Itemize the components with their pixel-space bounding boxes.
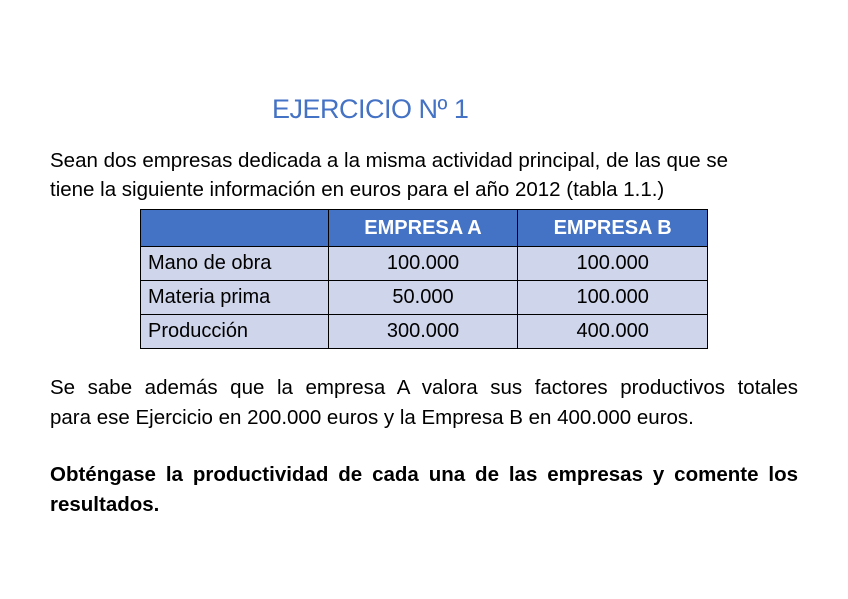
cell-empresa-b: 100.000	[518, 247, 708, 281]
row-label: Materia prima	[141, 281, 329, 315]
cell-empresa-a: 50.000	[328, 281, 518, 315]
table-row	[141, 315, 708, 349]
info-line-1: Se sabe además que la empresa A valora sus factores productivos totales	[50, 376, 798, 399]
header-empty-cell	[141, 210, 329, 247]
task-line-2: resultados.	[50, 493, 160, 516]
cell-empresa-a: 300.000	[328, 315, 518, 349]
info-line-2: para ese Ejercicio en 200.000 euros y la Empresa B en 400.000 euros.	[50, 406, 694, 429]
cell-empresa-b: 400.000	[518, 315, 708, 349]
data-table	[140, 209, 708, 349]
exercise-title: EJERCICIO Nº 1	[272, 94, 469, 124]
task-statement	[50, 460, 798, 520]
table-header-row	[141, 210, 708, 247]
intro-text	[50, 146, 800, 204]
cell-empresa-b: 100.000	[518, 281, 708, 315]
row-label: Mano de obra	[141, 247, 329, 281]
table-row	[141, 281, 708, 315]
intro-line-1: Sean dos empresas dedicada a la misma actividad principal, de las que se	[50, 149, 729, 172]
intro-line-2: tiene la siguiente información en euros para el año 2012 (tabla 1.1.)	[50, 178, 665, 201]
info-paragraph	[50, 373, 798, 433]
header-empresa-a: EMPRESA A	[328, 210, 518, 247]
header-empresa-b: EMPRESA B	[518, 210, 708, 247]
cell-empresa-a: 100.000	[328, 247, 518, 281]
task-line-1: Obténgase la productividad de cada una de las empresas y comente los	[50, 463, 798, 486]
table-row	[141, 247, 708, 281]
row-label: Producción	[141, 315, 329, 349]
